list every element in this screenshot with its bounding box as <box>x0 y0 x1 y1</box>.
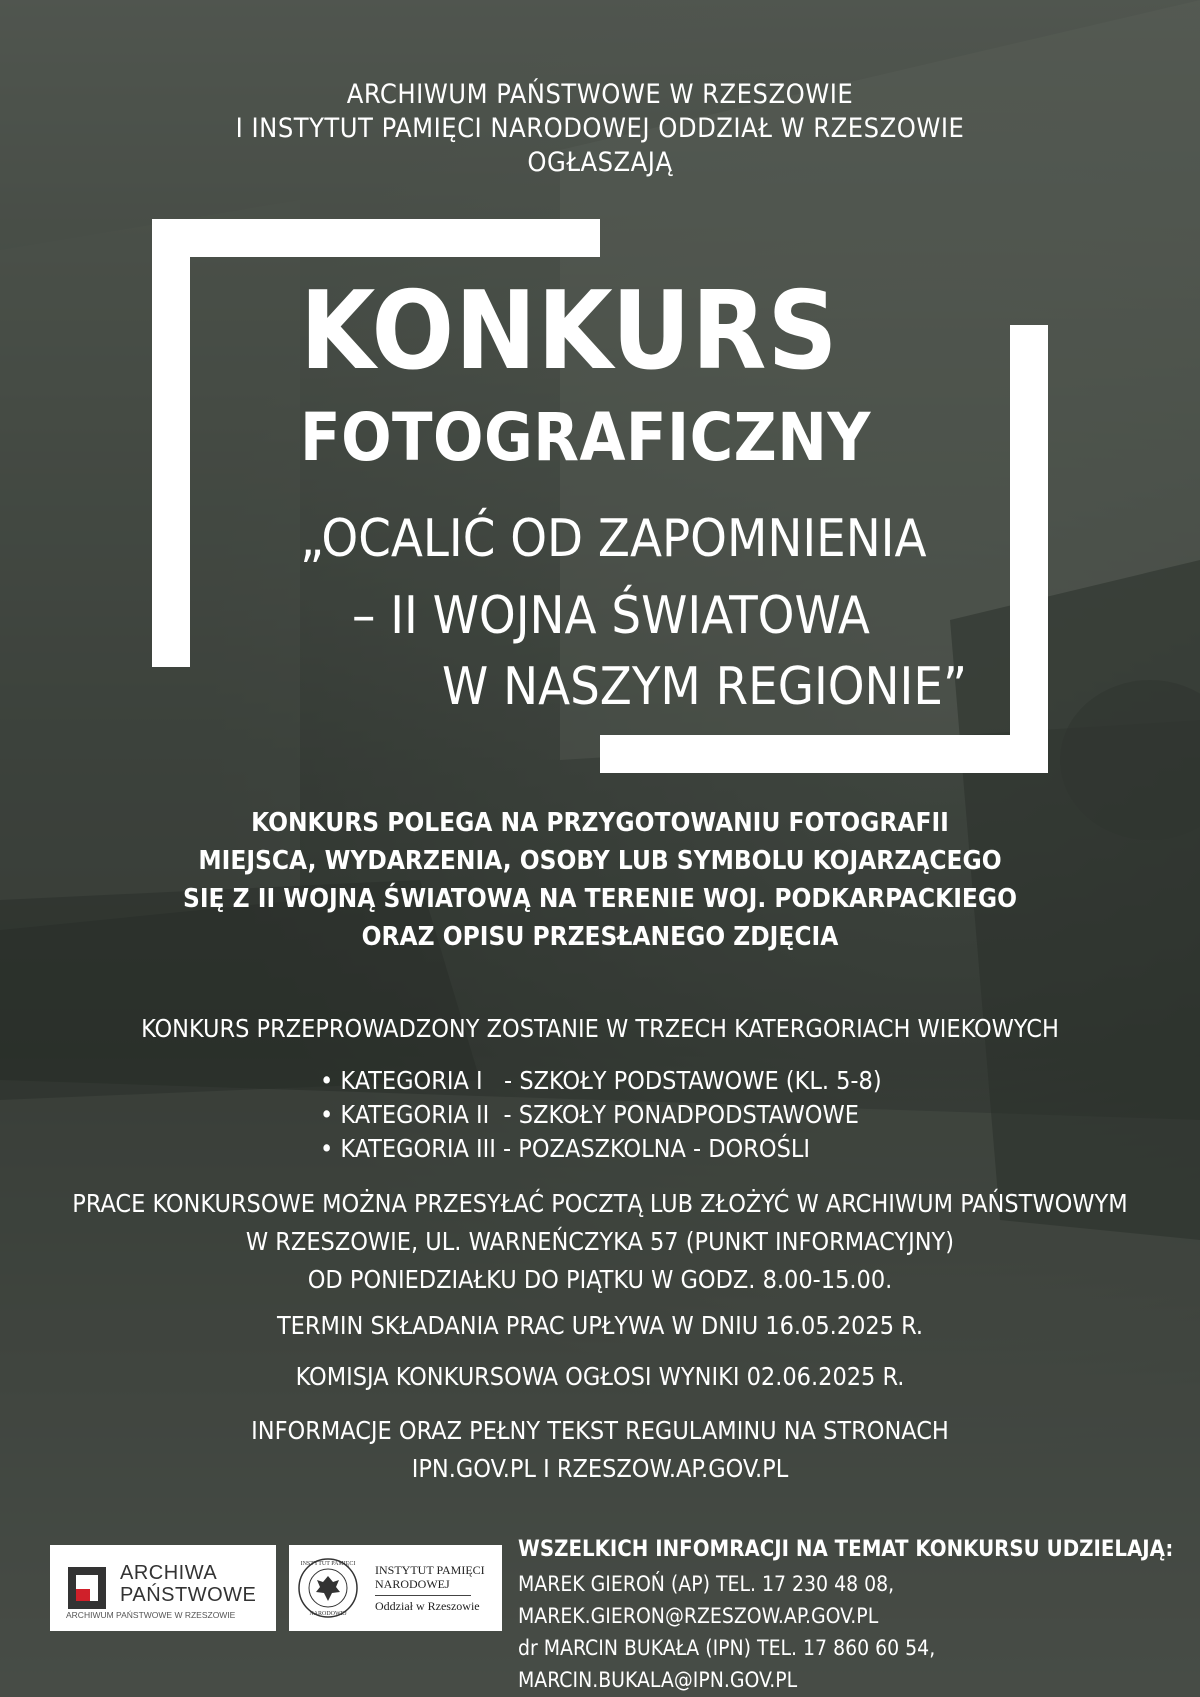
contest-description <box>0 804 1200 956</box>
category-item: • KATEGORIA II - SZKOŁY PONADPODSTAWOWE <box>320 1100 859 1129</box>
title-fotograficzny: FOTOGRAFICZNY <box>300 399 871 476</box>
logo-ap-line-3: ARCHIWUM PAŃSTWOWE W RZESZOWIE <box>66 1610 236 1620</box>
description-line: ORAZ OPISU PRZESŁANEGO ZDJĘCIA <box>361 922 839 952</box>
regulations-info <box>0 1412 1200 1488</box>
regulations-links: IPN.GOV.PL I RZESZOW.AP.GOV.PL <box>411 1454 789 1483</box>
submission-line: W RZESZOWIE, UL. WARNEŃCZYKA 57 (PUNKT INFORMACYJNY) <box>245 1227 955 1256</box>
subtitle-line-1: „OCALIĆ OD ZAPOMNIENIA <box>300 509 927 569</box>
categories-list <box>320 1064 882 1166</box>
logo-ipn-divider <box>375 1595 471 1596</box>
description-line: MIEJSCA, WYDARZENIA, OSOBY LUB SYMBOLU KOJARZĄCEGO <box>198 846 1002 876</box>
archiwa-panstwowe-logo <box>50 1545 276 1631</box>
contact-info <box>518 1537 1200 1696</box>
submission-info <box>0 1185 1200 1299</box>
regulations-line: INFORMACJE ORAZ PEŁNY TEKST REGULAMINU NA STRONACH <box>251 1416 949 1445</box>
ipn-seal-icon <box>295 1545 363 1631</box>
seal-bottom-text: NARODOWEJ <box>309 1611 347 1617</box>
category-item: • KATEGORIA I - SZKOŁY PODSTAWOWE (KL. 5-8) <box>320 1066 882 1095</box>
organizer-line-2: I INSTYTUT PAMIĘCI NARODOWEJ ODDZIAŁ W RZESZOWIE <box>235 113 965 144</box>
submission-line: OD PONIEDZIAŁKU DO PIĄTKU W GODZ. 8.00-15.00. <box>307 1265 893 1294</box>
contact-person-1: MAREK GIEROŃ (AP) TEL. 17 230 48 08, MAREK.GIERON@RZESZOW.AP.GOV.PL <box>518 1572 895 1628</box>
announce-line: OGŁASZAJĄ <box>527 147 673 178</box>
ipn-logo <box>289 1545 502 1631</box>
title-konkurs: KONKURS <box>300 269 839 394</box>
organizer-line-1: ARCHIWUM PAŃSTWOWE W RZESZOWIE <box>346 79 854 110</box>
subtitle-line-3: W NASZYM REGIONIE” <box>442 657 968 717</box>
logo-ipn-line-1: INSTYTUT PAMIĘCI <box>375 1563 485 1577</box>
results-text: KOMISJA KONKURSOWA OGŁOSI WYNIKI 02.06.2025 R. <box>295 1362 905 1391</box>
description-line: SIĘ Z II WOJNĄ ŚWIATOWĄ NA TERENIE WOJ. PODKARPACKIEGO <box>183 884 1017 914</box>
submission-line: PRACE KONKURSOWE MOŻNA PRZESYŁAĆ POCZTĄ LUB ZŁOŻYĆ W ARCHIWUM PAŃSTWOWYM <box>72 1189 1128 1218</box>
categories-intro: KONKURS PRZEPROWADZONY ZOSTANIE W TRZECH KATERGORIACH WIEKOWYCH <box>141 1014 1059 1043</box>
description-line: KONKURS POLEGA NA PRZYGOTOWANIU FOTOGRAFII <box>251 808 949 838</box>
contact-heading: WSZELKICH INFOMRACJI NA TEMAT KONKURSU UDZIELAJĄ: <box>518 1537 1174 1562</box>
deadline-text: TERMIN SKŁADANIA PRAC UPŁYWA W DNIU 16.05.2025 R. <box>276 1311 924 1340</box>
logo-ap-line-1: ARCHIWA <box>120 1562 218 1584</box>
subtitle-line-2: – II WOJNA ŚWIATOWA <box>352 586 870 646</box>
logo-ipn-line-2: NARODOWEJ <box>375 1577 450 1591</box>
contact-person-2: dr MARCIN BUKAŁA (IPN) TEL. 17 860 60 54, MARCIN.BUKALA@IPN.GOV.PL <box>518 1636 936 1692</box>
organizers-heading <box>0 78 1200 180</box>
category-item: • KATEGORIA III - POZASZKOLNA - DOROŚLI <box>320 1134 811 1163</box>
logo-ipn-line-3: Oddział w Rzeszowie <box>375 1599 480 1613</box>
logo-ap-line-2: PAŃSTWOWE <box>120 1584 257 1606</box>
seal-top-text: INSTYTUT PAMIĘCI <box>300 1561 356 1567</box>
